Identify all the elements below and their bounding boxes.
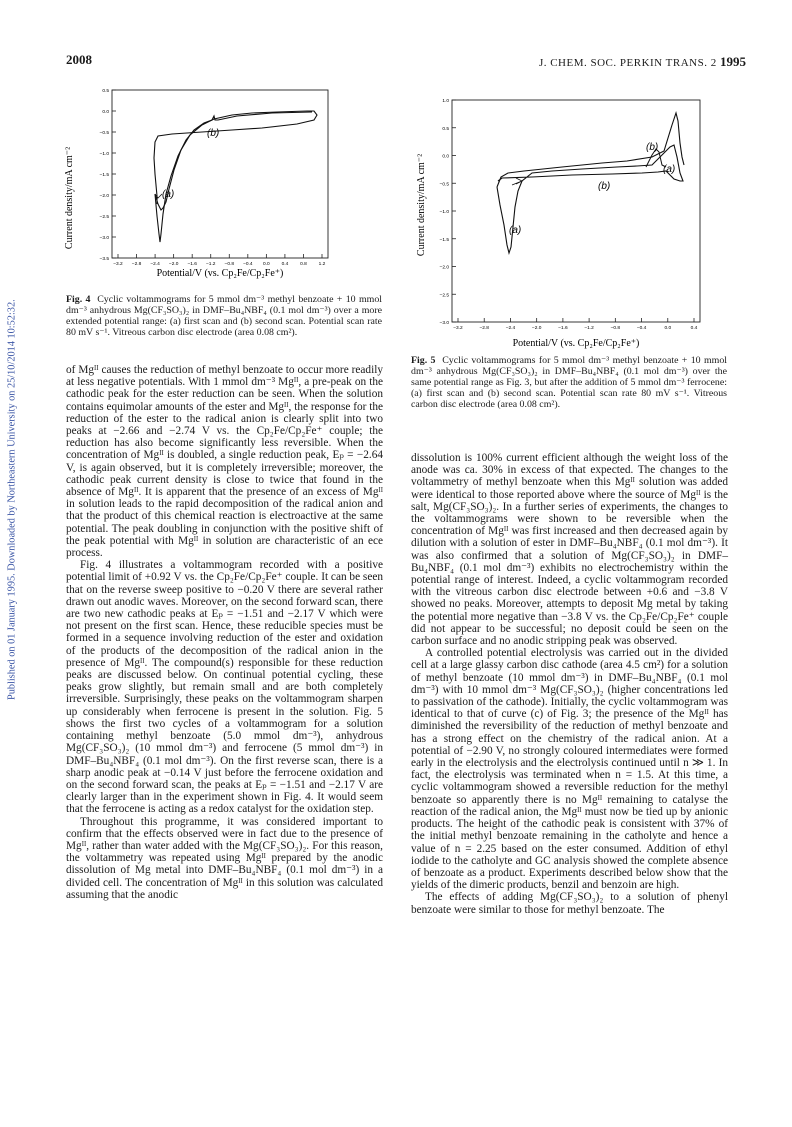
figure-5-xtick-label: 0.4 [690,326,698,331]
figure-5-ytick-label: −0.5 [439,182,449,188]
figure-5-xtick-label: 0.0 [664,326,672,331]
figure-4-ytick-label: −2.5 [99,215,109,220]
figure-4-ytick-label: −3.5 [99,257,109,262]
figure-5-ytick-label: 1.0 [442,99,449,104]
figure-5-xtick-label: −0.8 [610,326,621,331]
figure-5-xtick-label: −0.4 [636,326,647,331]
figure-4-ytick-label: −3.0 [99,236,109,241]
figure-4-ytick-label: 0.0 [102,110,109,115]
figure-4-xtick-label: 1.2 [318,262,326,267]
figure-5-ytick-label: −2.0 [439,265,449,271]
figure-4-plot [62,86,362,286]
figure-4-xtick-label: 0.0 [263,262,270,267]
figure-5-xtick-label: −3.2 [453,326,463,331]
left-paragraph: Fig. 4 illustrates a voltammogram recorded with a positive potential limit of +0.92 V vs. the Cp₂Fe/Cp₂Fe⁺ couple. It can be seen that on the reverse sweep positive to −0.20 V there are several rather drawn out anodic waves. Moreover, on the second forward scan, there are two new cathodic peaks at Eₚ = −1.51 and −2.17 V which were not present on the first scan. Hence, these reducible species must be formed in a sequence involving reduction of the ester and oxidation of the products of the decomposition of the radical anion in the presence of Mgᴵᴵ. The compound(s) responsible for these reduction peaks are discussed below. On continual potential cycling, these peaks grow slightly, but remain small and are both completely irreversible. Surprisingly, these peaks on the voltammogram sharpen up considerably when ferrocene is present in the solution. Fig. 5 shows the first two cycles of a voltammogram for a solution containing methyl benzoate (5.0 mmol dm⁻³), anhydrous Mg(CF₃SO₃)₂ (10 mmol dm⁻³) and ferrocene (5 mmol dm⁻³) in DMF–Bu₄NBF₄ (0.1 mol dm⁻³). On the first reverse scan, there is a sharp anodic peak at −0.14 V just before the ferrocene oxidation and on the second forward scan, the peaks at Eₚ = −1.51 and −2.17 V are clearly larger than in the experiment shown in Fig. 4. It would seem that the ferrocene is acting as a redox catalyst for the oxidation step. [66,559,383,816]
figure-4-ytick-label: −0.5 [99,131,109,136]
figure-4-xtick-label: 0.8 [300,262,307,267]
figure-4-xtick-label: −0.8 [224,262,235,267]
right-paragraph: A controlled potential electrolysis was carried out in the divided cell at a large glassy carbon disc cathode (area 4.5 cm²) for a solution of methyl benzoate (10 mmol dm⁻³) in DMF–Bu₄NBF₄ (0.1 mol dm⁻³) with 10 mmol dm⁻³ Mg(CF₃SO₃)₂ (higher concentrations led to passivation of the cathode). Initially, the cyclic voltammogram was identical to that of curve (c) of Fig. 3; the presence of the Mgᴵᴵ has diminished the reversibility of the reduction of methyl benzoate and has a strong effect on the chemistry of the radical anion. At a potential of −2.90 V, no strongly coloured intermediates were formed early in the electrolysis and the electrolysis continued until n ≫ 1. In fact, the electrolysis was terminated when n = 1.5. At this time, a cyclic voltammogram showed a reversible reduction for the methyl benzoate so apparently there is no Mgᴵᴵ remaining to catalyse the reaction of the radical anion, the Mgᴵᴵ must now be tied up by anionic products. The height of the cathodic peak is consistent with 37% of the initial methyl benzoate remaining in the catholyte and hence a value of n = 2.25 based on the ester consumed. Addition of ethyl iodide to the catholyte and GC analysis showed the complete absence of benzoate as a product. Experiments described below show that the yields of the dimeric products, benzil and benzoin are high. [411,647,728,892]
figure-5-xlabel: Potential/V (vs. Cp₂Fe/Cp₂Fe⁺) [512,338,640,349]
download-notice: Published on 01 January 1995. Downloaded by Northeastern University on 25/10/2014 10:52:32. [6,299,18,701]
figure-5-caption [411,355,727,410]
figure-4-ytick-label: −2.0 [99,194,109,199]
figure-4-xtick-label: −2.0 [168,262,179,267]
figure-5-ytick-label: 0.5 [442,126,449,132]
figure-4-xtick-label: −1.6 [187,262,197,267]
figure-5-label-a-upper: (a) [663,164,676,175]
right-paragraph: dissolution is 100% current efficient although the weight loss of the anode was ca. 30% in excess of that expected. The changes to the voltammetry of methyl benzoate when this Mgᴵᴵ solution was added were identical to those reported above where the source of Mgᴵᴵ is the salt, Mg(CF₃SO₃)₂. In a further series of experiments, the changes to the voltammograms were shown to be reversible when the concentration of Mgᴵᴵ was first increased and then decreased again by dilution with a solution of ester in DMF–Bu₄NBF₄ (0.1 mol dm⁻³). It was also confirmed that a solution of Mg(CF₃SO₃)₂ in DMF–Bu₄NBF₄ (0.1 mol dm⁻³) exhibits no electrochemistry within the potential range of interest. Indeed, a cyclic voltammogram recorded with the vitreous carbon disc electrode between +0.6 and −3.8 V showed no peaks. Moreover, attempts to deposit Mg metal by taking the potential more negative than −3.8 V vs. the Cp₂Fe/Cp₂Fe⁺ couple did not appear to be successful; no deposit could be seen on the carbon surface and no anodic stripping peak was observed. [411,452,728,648]
figure-4-xtick-label: −2.8 [131,262,142,267]
figure-5-xtick-label: −1.6 [558,326,568,331]
right-column [411,452,728,916]
journal-header [539,54,746,70]
figure-5-xtick-label: −1.2 [584,326,594,331]
figure-5-ytick-label: −2.5 [439,293,449,299]
figure-5-label-b-upper: (b) [646,142,659,153]
figure-5-ytick-label: −3.0 [439,321,449,326]
figure-4-ylabel: Current density/mA cm⁻² [64,146,75,250]
figure-5-ytick-label: 0.0 [442,154,449,160]
figure-5-label-b-lower: (b) [598,181,611,192]
left-column [66,364,383,901]
figure-4-xtick-label: 0.4 [281,262,289,267]
right-paragraph: The effects of adding Mg(CF₃SO₃)₂ to a solution of phenyl benzoate were similar to those for methyl benzoate. The [411,891,728,916]
left-paragraph: of Mgᴵᴵ causes the reduction of methyl benzoate to occur more readily at less negative potentials. With 1 mmol dm⁻³ Mgᴵᴵ, a pre-peak on the cathodic peak for the ester reduction can be seen. When the solution contains equimolar amounts of the ester and Mgᴵᴵ, the response for the reduction of the ester to the radical anion is clearly split into two peaks at −2.66 and −2.74 V vs. the Cp₂Fe/Cp₂Fe⁺ couple; the reduction has also become significantly less reversible. When the concentration of Mgᴵᴵ is doubled, a single reduction peak, Eₚ = −2.64 V, is again observed, but it is completely irreversible; moreover, the cathodic peak current density is close to twice that found in the absence of Mgᴵᴵ. It is apparent that the presence of an excess of Mgᴵᴵ in solution leads to the rapid decomposition of the radical anion and that the product of this chemical reaction is electroactive at the same potential. The peak doubling in conjunction with the positive shift of the peak potential with Mgᴵᴵ in solution are characteristic of an ece process. [66,364,383,560]
figure-5-caption-title: Fig. 5 [411,355,436,366]
figure-5-ylabel: Current density/mA cm⁻² [416,153,427,257]
figure-4-caption-text: Cyclic voltammograms for 5 mmol dm⁻³ methyl benzoate + 10 mmol dm⁻³ anhydrous Mg(CF₃SO₃)₂ in DMF–Bu₄NBF₄ (0.1 mol dm⁻³) over a more extended potential range: (a) first scan and (b) second scan. Potential scan rate 80 mV s⁻¹. Vitreous carbon disc electrode (area 0.08 cm²). [66,294,383,338]
figure-5-ytick-label: −1.0 [439,210,449,215]
figure-4-caption-title: Fig. 4 [66,294,91,305]
figure-5-xtick-label: −2.4 [505,326,516,331]
figure-5-plot [412,95,742,350]
figure-4-label-a: (a) [162,189,175,200]
figure-4-curve-a [154,111,317,210]
figure-5-caption-text: Cyclic voltammograms for 5 mmol dm⁻³ methyl benzoate + 10 mmol dm⁻³ anhydrous Mg(CF₃SO₃)₂ in DMF–Bu₄NBF₄ (0.1 mol dm⁻³) over the same potential range as Fig. 3, but after the addition of 5 mmol dm⁻³ ferrocene: (a) first scan and (b) second scan. Potential scan rate 80 mV s⁻¹. Vitreous carbon disc electrode (area 0.08 cm²). [411,355,728,410]
figure-4-curve-b [155,112,312,242]
left-paragraph: Throughout this programme, it was considered important to confirm that the effects observed were in fact due to the presence of Mgᴵᴵ, rather than water added with the Mg(CF₃SO₃)₂. For this reason, the voltammetry was repeated using Mgᴵᴵ prepared by the anodic dissolution of Mg metal into DMF–Bu₄NBF₄ (0.1 mol dm⁻³) in a divided cell. The concentration of Mgᴵᴵ in this solution was calculated assuming that the anodic [66,815,383,901]
figure-4-xtick-label: −2.4 [150,262,160,267]
figure-5-xtick-label: −2.0 [531,326,542,331]
figure-5-ytick-label: −1.5 [439,237,449,243]
figure-4-xtick-label: −1.2 [205,262,216,267]
figure-4-xtick-label: −0.4 [243,262,253,267]
figure-4-ytick-label: −1.5 [99,173,109,178]
figure-4-xlabel: Potential/V (vs. Cp₂Fe/Cp₂Fe⁺) [156,268,284,279]
figure-4-ytick-label: −1.0 [99,152,109,157]
figure-4-ytick-label: 0.5 [102,89,109,94]
figure-4-label-b: (b) [207,128,220,139]
journal-year: 1995 [720,54,746,69]
journal-name: J. CHEM. SOC. PERKIN TRANS. 2 [538,57,717,69]
figure-4-xtick-label: −3.2 [113,262,123,267]
figure-5-xtick-label: −2.8 [479,326,489,331]
figure-5-curve-a [497,145,683,253]
page-number: 2008 [66,52,92,67]
figure-5-label-a-lower: (a) [509,225,522,236]
figure-4-caption [66,294,382,338]
